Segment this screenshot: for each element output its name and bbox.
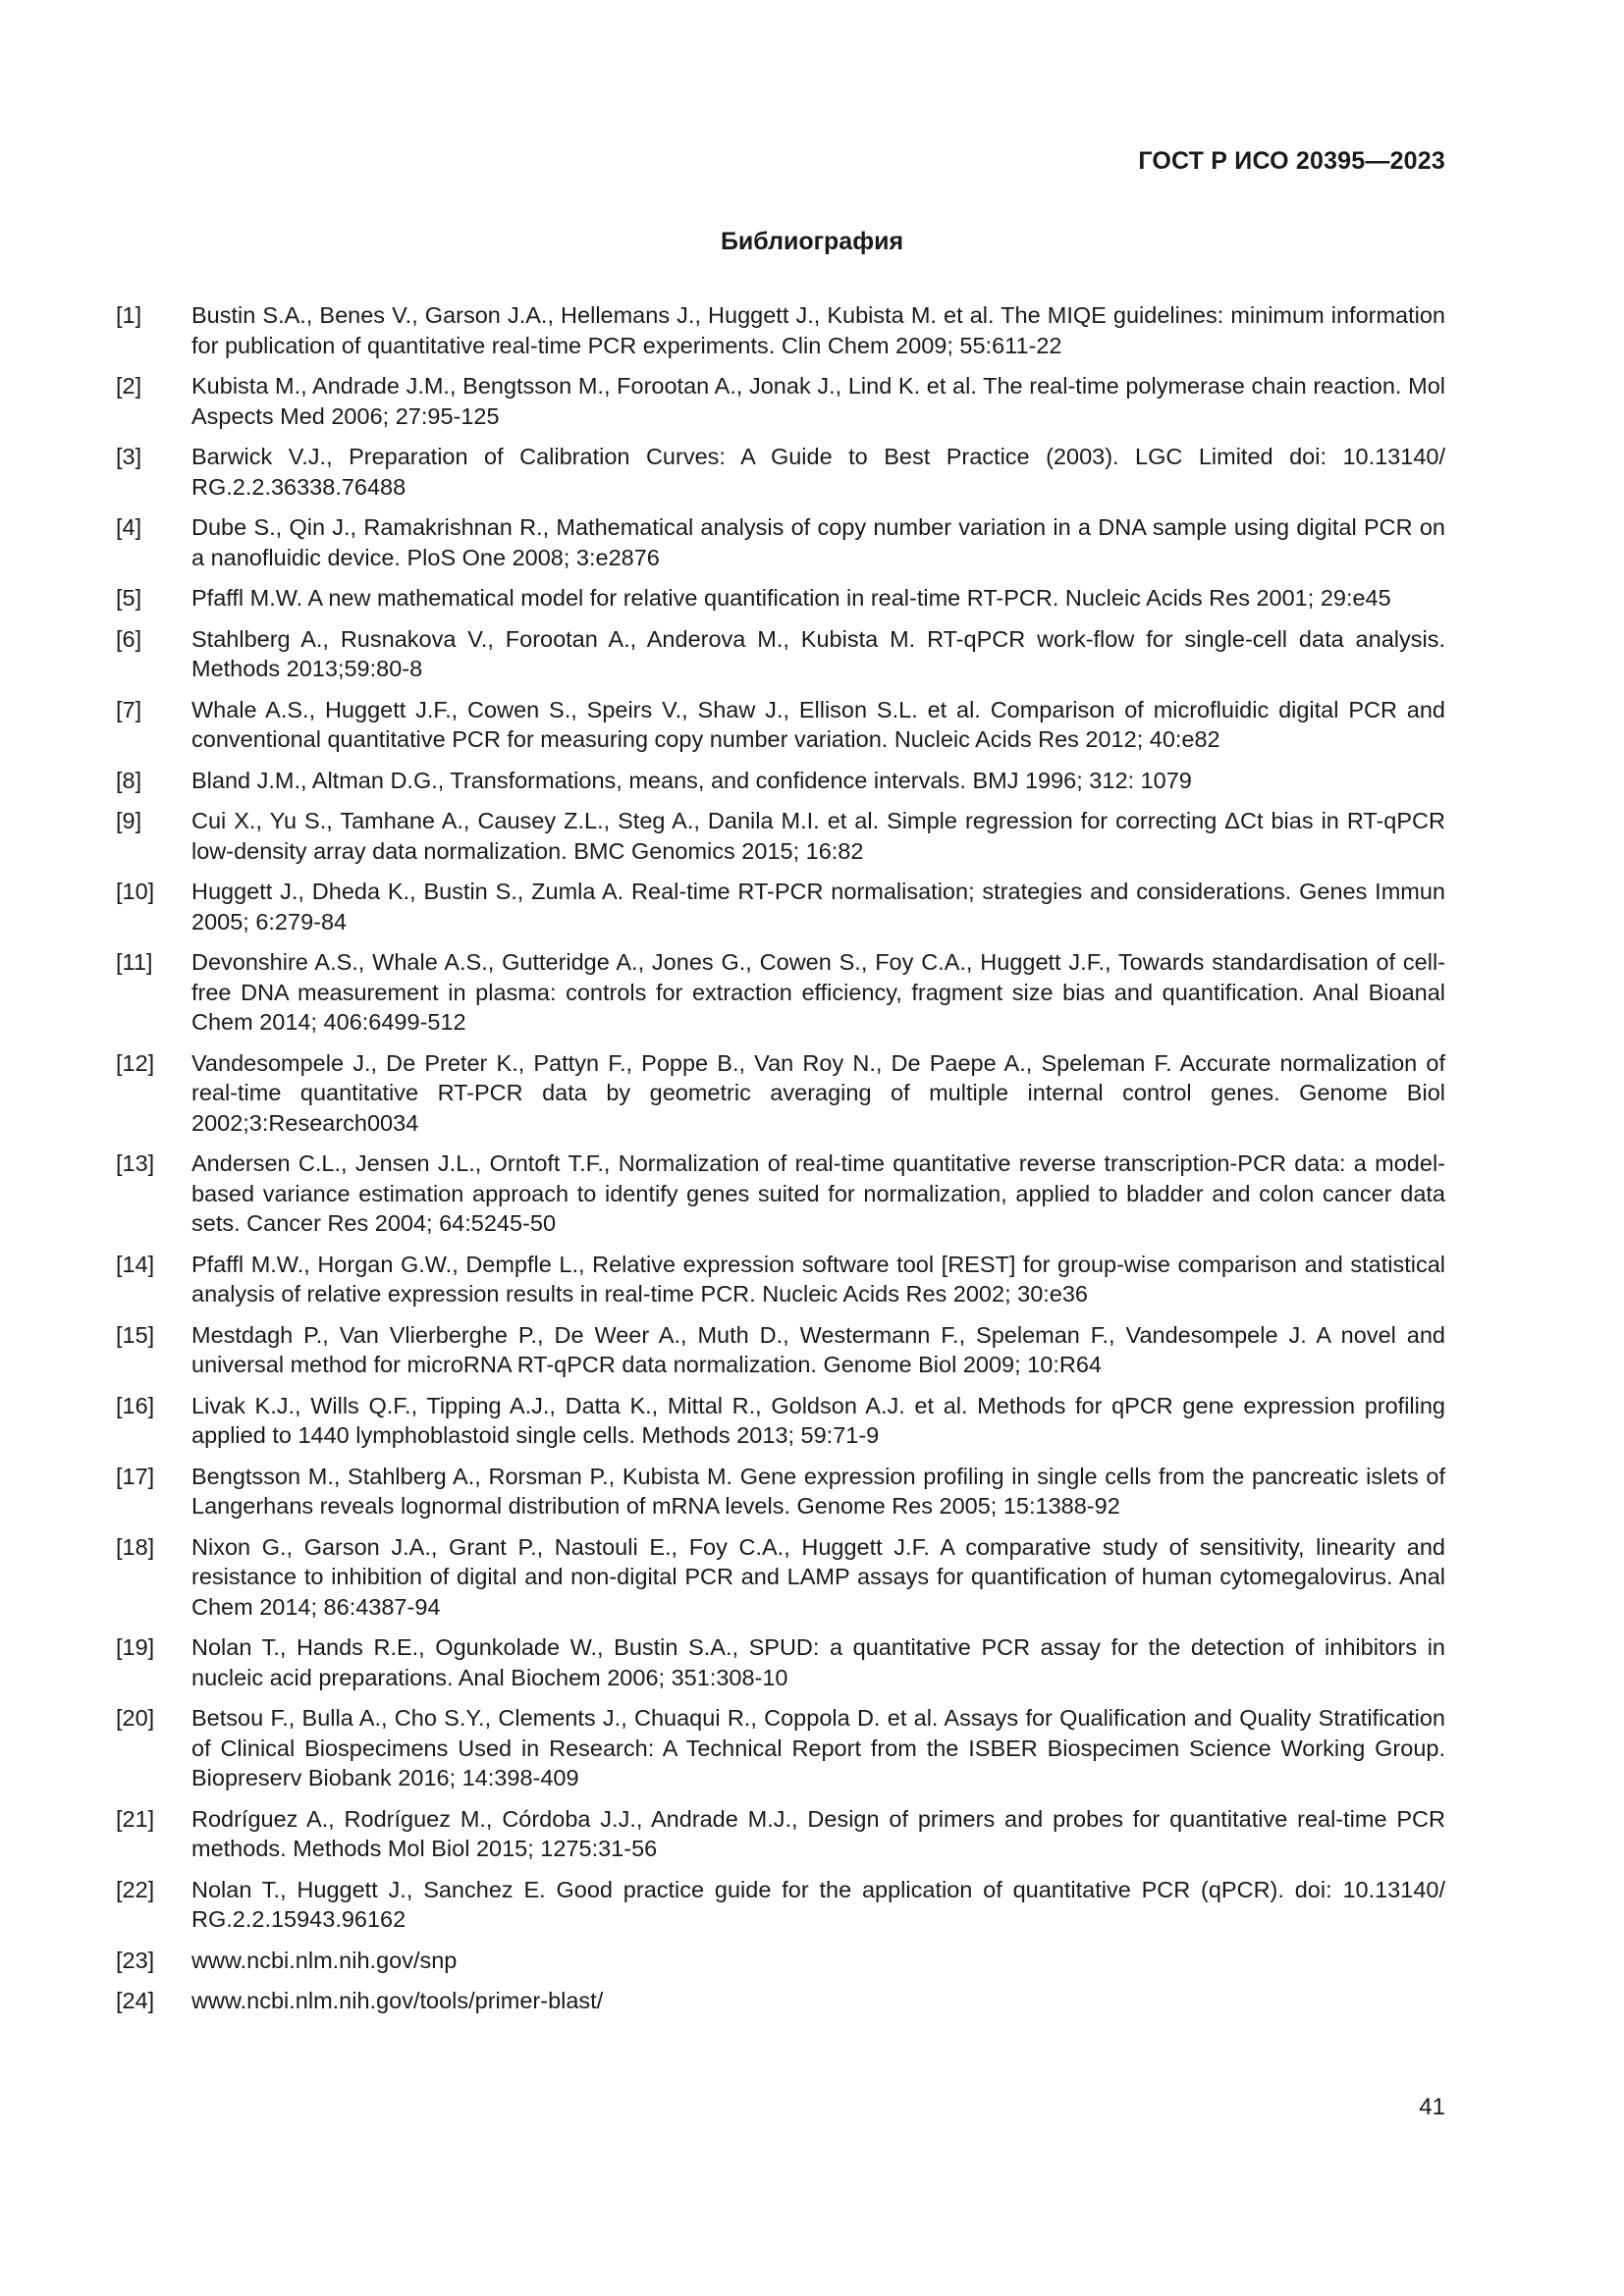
reference-text: Barwick V.J., Preparation of Calibration Curves: A Guide to Best Practice (2003). LGC Limited doi: 10.13140/ RG.2.2.36338.76488 bbox=[191, 444, 1445, 500]
reference-number: [18] bbox=[116, 1533, 155, 1560]
reference-text: Andersen C.L., Jensen J.L., Orntoft T.F., Normalization of real-time quantitative reverse transcription-PCR data: a model-based variance estimation approach to identify genes suited for normalization, applied to bladder and colon cancer data sets. Cancer Res 2004; 64:5245-50 bbox=[191, 1150, 1445, 1236]
reference-item bbox=[116, 1148, 1445, 1239]
reference-number: [3] bbox=[116, 444, 142, 469]
reference-text: Dube S., Qin J., Ramakrishnan R., Mathematical analysis of copy number variation in a DNA sample using digital PCR on a nanofluidic device. PloS One 2008; 3:e2876 bbox=[191, 514, 1445, 570]
reference-number: [4] bbox=[116, 514, 142, 540]
reference-item bbox=[116, 947, 1445, 1038]
reference-text: Nixon G., Garson J.A., Grant P., Nastouli E., Foy C.A., Huggett J.F. A comparative study of sensitivity, linearity and resistance to inhibition of digital and non-digital PCR and LAMP assays for quantification of human cytomegalovirus. Anal Chem 2014; 86:4387-94 bbox=[191, 1533, 1445, 1620]
reference-number: [12] bbox=[116, 1049, 155, 1076]
reference-item bbox=[116, 1391, 1445, 1451]
reference-number: [17] bbox=[116, 1463, 155, 1489]
reference-text: Rodríguez A., Rodríguez M., Córdoba J.J., Andrade M.J., Design of primers and probes for quantitative real-time PCR methods. Methods Mol Biol 2015; 1275:31-56 bbox=[191, 1805, 1445, 1861]
reference-text: Pfaffl M.W., Horgan G.W., Dempfle L., Relative expression software tool [REST] for group-wise comparison and statistical analysis of relative expression results in real-time PCR. Nucleic Acids Res 2002; 30:e36 bbox=[191, 1251, 1445, 1307]
reference-text: Mestdagh P., Van Vlierberghe P., De Weer A., Muth D., Westermann F., Speleman F., Vandesompele J. A novel and universal method for microRNA RT-qPCR data normalization. Genome Biol 2009; 10:R64 bbox=[191, 1321, 1445, 1377]
reference-number: [22] bbox=[116, 1876, 155, 1902]
reference-item bbox=[116, 300, 1445, 360]
reference-text: Stahlberg A., Rusnakova V., Forootan A., Anderova M., Kubista M. RT-qPCR work-flow for single-cell data analysis. Methods 2013;59:80-8 bbox=[191, 625, 1445, 681]
reference-item bbox=[116, 1048, 1445, 1139]
reference-text: Bland J.M., Altman D.G., Transformations, means, and confidence intervals. BMJ 1996; 312: 1079 bbox=[191, 767, 1192, 793]
reference-item bbox=[116, 442, 1445, 502]
reference-text: Livak K.J., Wills Q.F., Tipping A.J., Datta K., Mittal R., Goldson A.J. et al. Methods for qPCR gene expression profiling applied to 1440 lymphoblastoid single cells. Methods 2013; 59:71-9 bbox=[191, 1392, 1445, 1448]
reference-item bbox=[116, 877, 1445, 936]
reference-text: Nolan T., Huggett J., Sanchez E. Good practice guide for the application of quantitative PCR (qPCR). doi: 10.13140/ RG.2.2.15943.96162 bbox=[191, 1876, 1445, 1932]
reference-item bbox=[116, 371, 1445, 431]
reference-number: [15] bbox=[116, 1321, 155, 1348]
reference-text: Bustin S.A., Benes V., Garson J.A., Hellemans J., Huggett J., Kubista M. et al. The MIQE guidelines: minimum information for publication of quantitative real-time PCR experiments. Clin Chem 2009; 55:611-22 bbox=[191, 302, 1445, 358]
reference-text: Huggett J., Dheda K., Bustin S., Zumla A. Real-time RT-PCR normalisation; strategies and considerations. Genes Immun 2005; 6:279-84 bbox=[191, 879, 1445, 934]
reference-number: [5] bbox=[116, 585, 142, 611]
reference-number: [11] bbox=[116, 949, 153, 975]
reference-number: [9] bbox=[116, 808, 142, 833]
reference-text: Cui X., Yu S., Tamhane A., Causey Z.L., Steg A., Danila M.I. et al. Simple regression for correcting ΔCt bias in RT-qPCR low-density array data normalization. BMC Genomics 2015; 16:82 bbox=[191, 808, 1445, 864]
reference-text: Pfaffl M.W. A new mathematical model for relative quantification in real-time RT-PCR. Nucleic Acids Res 2001; 29:e45 bbox=[191, 585, 1391, 611]
reference-number: [19] bbox=[116, 1634, 155, 1660]
reference-number: [8] bbox=[116, 767, 142, 793]
reference-item bbox=[116, 1632, 1445, 1692]
document-header: ГОСТ Р ИСО 20395—2023 bbox=[1138, 147, 1445, 175]
section-title: Библиография bbox=[720, 228, 904, 255]
reference-item bbox=[116, 1462, 1445, 1522]
reference-item bbox=[116, 1703, 1445, 1793]
reference-text: Devonshire A.S., Whale A.S., Gutteridge A., Jones G., Cowen S., Foy C.A., Huggett J.F., Towards standardisation of cell-free DNA measurement in plasma: controls for extraction efficiency, fragment size bias and quantification. Anal Bioanal Chem 2014; 406:6499-512 bbox=[191, 949, 1445, 1035]
reference-number: [1] bbox=[116, 302, 142, 328]
reference-text: www.ncbi.nlm.nih.gov/snp bbox=[191, 1947, 458, 1973]
reference-number: [24] bbox=[116, 1988, 155, 2013]
reference-text: Whale A.S., Huggett J.F., Cowen S., Speirs V., Shaw J., Ellison S.L. et al. Comparison of microfluidic digital PCR and conventional quantitative PCR for measuring copy number variation. Nucleic Acids Res 2012; 40:e82 bbox=[191, 696, 1445, 752]
reference-number: [20] bbox=[116, 1705, 155, 1731]
reference-item bbox=[116, 695, 1445, 755]
reference-item bbox=[116, 1946, 1445, 1976]
reference-number: [7] bbox=[116, 696, 142, 722]
reference-item bbox=[116, 1875, 1445, 1935]
reference-item bbox=[116, 806, 1445, 866]
reference-text: www.ncbi.nlm.nih.gov/tools/primer-blast/ bbox=[191, 1988, 604, 2013]
reference-item bbox=[116, 1532, 1445, 1623]
reference-text: Kubista M., Andrade J.M., Bengtsson M., Forootan A., Jonak J., Lind K. et al. The real-time polymerase chain reaction. Mol Aspects Med 2006; 27:95-125 bbox=[191, 373, 1445, 429]
reference-text: Bengtsson M., Stahlberg A., Rorsman P., Kubista M. Gene expression profiling in single cells from the pancreatic islets of Langerhans reveals lognormal distribution of mRNA levels. Genome Res 2005; 15:1388-92 bbox=[191, 1463, 1445, 1519]
reference-item bbox=[116, 1320, 1445, 1380]
reference-number: [13] bbox=[116, 1150, 155, 1176]
reference-number: [2] bbox=[116, 373, 142, 399]
reference-text: Vandesompele J., De Preter K., Pattyn F., Poppe B., Van Roy N., De Paepe A., Speleman F. Accurate normalization of real-time quantitative RT-PCR data by geometric averaging of multiple internal control genes. Genome Biol 2002;3:Research0034 bbox=[191, 1049, 1445, 1136]
reference-number: [10] bbox=[116, 879, 155, 904]
reference-number: [23] bbox=[116, 1947, 155, 1973]
reference-text: Nolan T., Hands R.E., Ogunkolade W., Bustin S.A., SPUD: a quantitative PCR assay for the detection of inhibitors in nucleic acid preparations. Anal Biochem 2006; 351:308-10 bbox=[191, 1634, 1445, 1690]
bibliography-list bbox=[116, 300, 1445, 2027]
reference-item bbox=[116, 1804, 1445, 1864]
reference-item bbox=[116, 1986, 1445, 2016]
reference-number: [14] bbox=[116, 1251, 155, 1277]
reference-number: [16] bbox=[116, 1392, 155, 1418]
reference-item bbox=[116, 1250, 1445, 1309]
reference-item bbox=[116, 512, 1445, 572]
page-number: 41 bbox=[1419, 2094, 1445, 2120]
reference-text: Betsou F., Bulla A., Cho S.Y., Clements J., Chuaqui R., Coppola D. et al. Assays for Qualification and Quality Stratification of Clinical Biospecimens Used in Research: A Technical Report from the ISBER Biospecimen Science Working Group. Biopreserv Biobank 2016; 14:398-409 bbox=[191, 1705, 1445, 1790]
reference-item bbox=[116, 583, 1445, 614]
reference-item bbox=[116, 766, 1445, 796]
reference-number: [21] bbox=[116, 1805, 155, 1832]
reference-item bbox=[116, 624, 1445, 684]
reference-number: [6] bbox=[116, 625, 142, 652]
